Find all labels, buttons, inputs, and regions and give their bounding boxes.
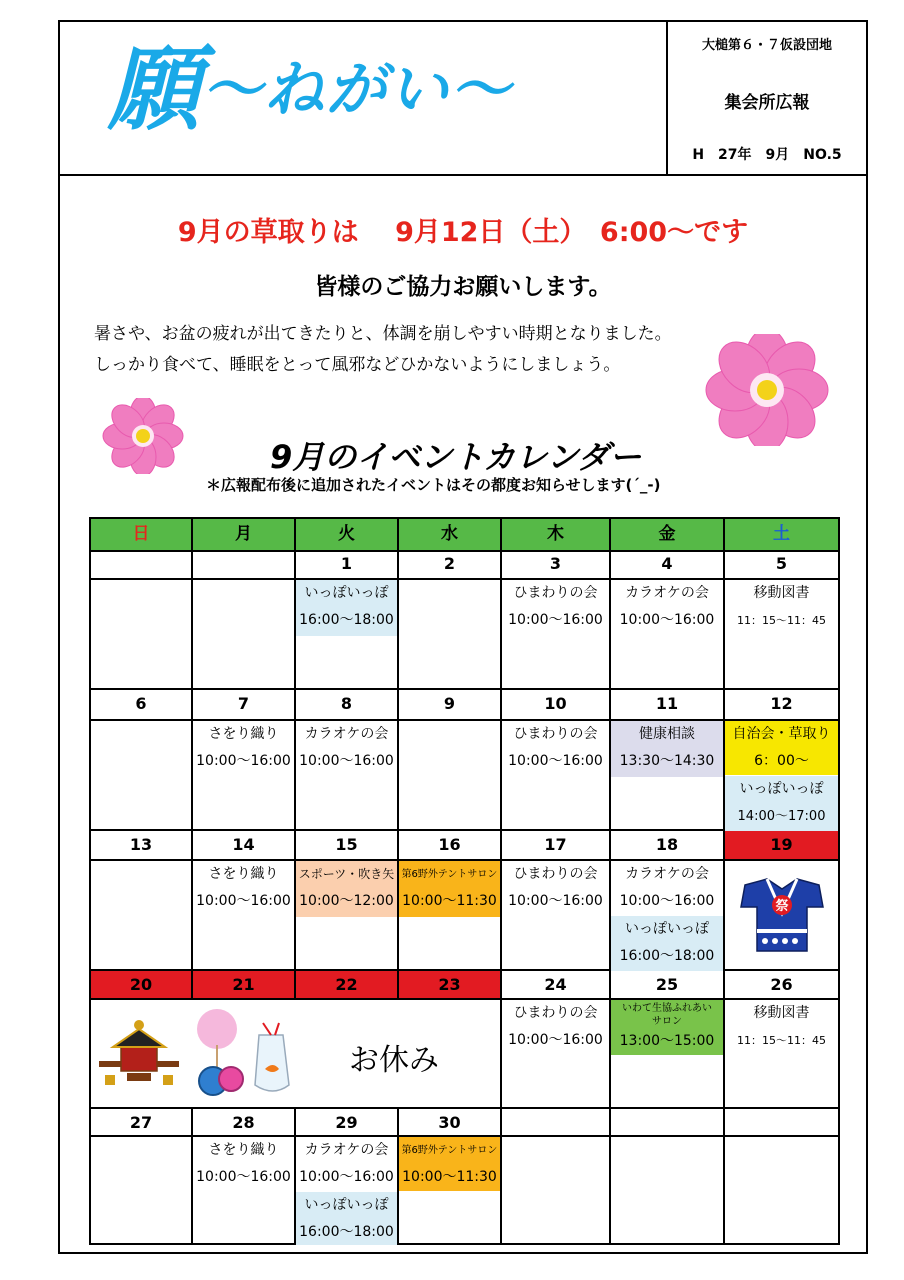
festival-goods-icon: [191, 1005, 295, 1099]
event-mobile-library: 移動図書 11：15～11：45: [737, 585, 826, 627]
event-himawari: ひまわりの会 10:00～16:00: [508, 585, 603, 628]
date-cell: [193, 550, 296, 580]
event-coop-salon: いわて生協ふれあい サロン 13:00～15:00: [611, 1000, 723, 1055]
event-himawari: ひまわりの会 10:00～16:00: [508, 866, 603, 909]
date-cell: 11: [611, 690, 725, 721]
date-cell-holiday: 23: [399, 971, 502, 1000]
weekday-tue: 火: [296, 519, 399, 552]
date-cell: [725, 1109, 840, 1137]
header-divider: [58, 174, 868, 176]
festival-happi-icon: [737, 871, 827, 959]
date-cell: 28: [193, 1109, 296, 1137]
event-calendar: [89, 517, 840, 1245]
date-cell: [611, 1109, 725, 1137]
weekday-wed: 水: [399, 519, 502, 552]
date-cell-holiday: 21: [193, 971, 296, 1000]
date-cell: 24: [502, 971, 611, 1000]
date-cell: 1: [296, 550, 399, 580]
event-karaoke: カラオケの会 10:00～16:00: [619, 585, 715, 628]
date-cell: 17: [502, 831, 611, 861]
date-cell: 25: [611, 971, 725, 1000]
date-cell: 7: [193, 690, 296, 721]
weeding-notice: 9月の草取りは 9月12日（土） 6:00～です: [177, 217, 749, 248]
weekday-fri: 金: [611, 519, 725, 552]
event-cell: [502, 1137, 611, 1245]
event-cell: [399, 580, 502, 690]
calendar-title: 9月のイベントカレンダー: [270, 438, 642, 476]
date-cell: 12: [725, 690, 840, 721]
event-ippo: いっぽいっぽ 16:00～18:00: [296, 580, 397, 636]
date-cell: 8: [296, 690, 399, 721]
event-cell: [91, 861, 193, 971]
logo-kanji: 願: [108, 36, 203, 143]
date-cell-holiday: 19: [725, 831, 840, 861]
date-cell: 9: [399, 690, 502, 721]
date-cell: 29: [296, 1109, 399, 1137]
event-weeding: 自治会・草取り 6：00～: [725, 721, 838, 775]
date-cell: 18: [611, 831, 725, 861]
weekday-mon: 月: [193, 519, 296, 552]
date-cell: [502, 1109, 611, 1137]
happi-kanji: 祭: [775, 899, 789, 914]
event-health-consult: 健康相談 13:30～14:30: [611, 721, 723, 777]
weekday-thu: 木: [502, 519, 611, 552]
date-cell: 27: [91, 1109, 193, 1137]
event-tent-salon: 第6野外テントサロン 10:00～11:30: [399, 861, 500, 917]
date-cell: 4: [611, 550, 725, 580]
event-ippo: いっぽいっぽ 16:00～18:00: [296, 1192, 397, 1245]
date-cell: 15: [296, 831, 399, 861]
cosmos-flower-left-icon: [100, 398, 186, 474]
event-cell: [91, 721, 193, 831]
calendar-note: ＊広報配布後に追加されたイベントはその都度お知らせします(´_-): [206, 476, 661, 494]
event-cell: [193, 580, 296, 690]
community-name: 大槌第６・７仮設団地: [701, 38, 832, 53]
date-cell: 10: [502, 690, 611, 721]
health-paragraph-2: しっかり食べて、睡眠をとって風邪などひかないようにしましょう。: [94, 355, 621, 375]
date-cell: [91, 550, 193, 580]
cosmos-flower-right-icon: [694, 334, 840, 446]
event-mobile-library: 移動図書 11：15～11：45: [737, 1005, 826, 1047]
mikoshi-icon: [97, 1015, 181, 1089]
date-cell: 13: [91, 831, 193, 861]
date-cell: 2: [399, 550, 502, 580]
newsletter-logo: [108, 36, 513, 143]
event-cell: [611, 1137, 725, 1245]
event-himawari: ひまわりの会 10:00～16:00: [508, 726, 603, 769]
health-paragraph-1: 暑さや、お盆の疲れが出てきたりと、体調を崩しやすい時期となりました。: [94, 324, 672, 344]
publication-name: 集会所広報: [724, 93, 810, 113]
holiday-label: お休み: [349, 1043, 439, 1078]
event-sports-blowgun: スポーツ・吹き矢 10:00～12:00: [296, 861, 397, 917]
date-cell: 16: [399, 831, 502, 861]
event-ippo: いっぽいっぽ 14:00～17:00: [725, 776, 838, 831]
event-ippo: いっぽいっぽ 16:00～18:00: [611, 916, 723, 971]
logo-reading: ～ねがい～: [202, 55, 513, 125]
event-cell: [725, 1137, 840, 1245]
date-cell: 26: [725, 971, 840, 1000]
event-himawari: ひまわりの会 10:00～16:00: [508, 1005, 603, 1048]
weekday-sun: 日: [91, 519, 193, 552]
event-tent-salon: 第6野外テントサロン 10:00～11:30: [399, 1137, 500, 1191]
date-cell: 5: [725, 550, 840, 580]
event-saori: さをり織り 10:00～16:00: [196, 866, 291, 909]
event-saori: さをり織り 10:00～16:00: [196, 726, 291, 769]
event-cell: [399, 721, 502, 831]
date-cell-holiday: 20: [91, 971, 193, 1000]
event-karaoke: カラオケの会 10:00～16:00: [299, 1142, 394, 1185]
event-saori: さをり織り 10:00～16:00: [196, 1142, 291, 1185]
event-karaoke: カラオケの会 10:00～16:00: [619, 866, 715, 909]
cooperation-request: 皆様のご協力お願いします。: [314, 274, 612, 300]
issue-number: H 27年 9月 NO.5: [692, 147, 842, 163]
date-cell: 14: [193, 831, 296, 861]
date-cell: 6: [91, 690, 193, 721]
date-cell-holiday: 22: [296, 971, 399, 1000]
date-cell: 30: [399, 1109, 502, 1137]
weekday-sat: 土: [725, 519, 840, 552]
event-cell: [91, 1137, 193, 1245]
event-karaoke: カラオケの会 10:00～16:00: [299, 726, 394, 769]
date-cell: 3: [502, 550, 611, 580]
event-cell: [91, 580, 193, 690]
